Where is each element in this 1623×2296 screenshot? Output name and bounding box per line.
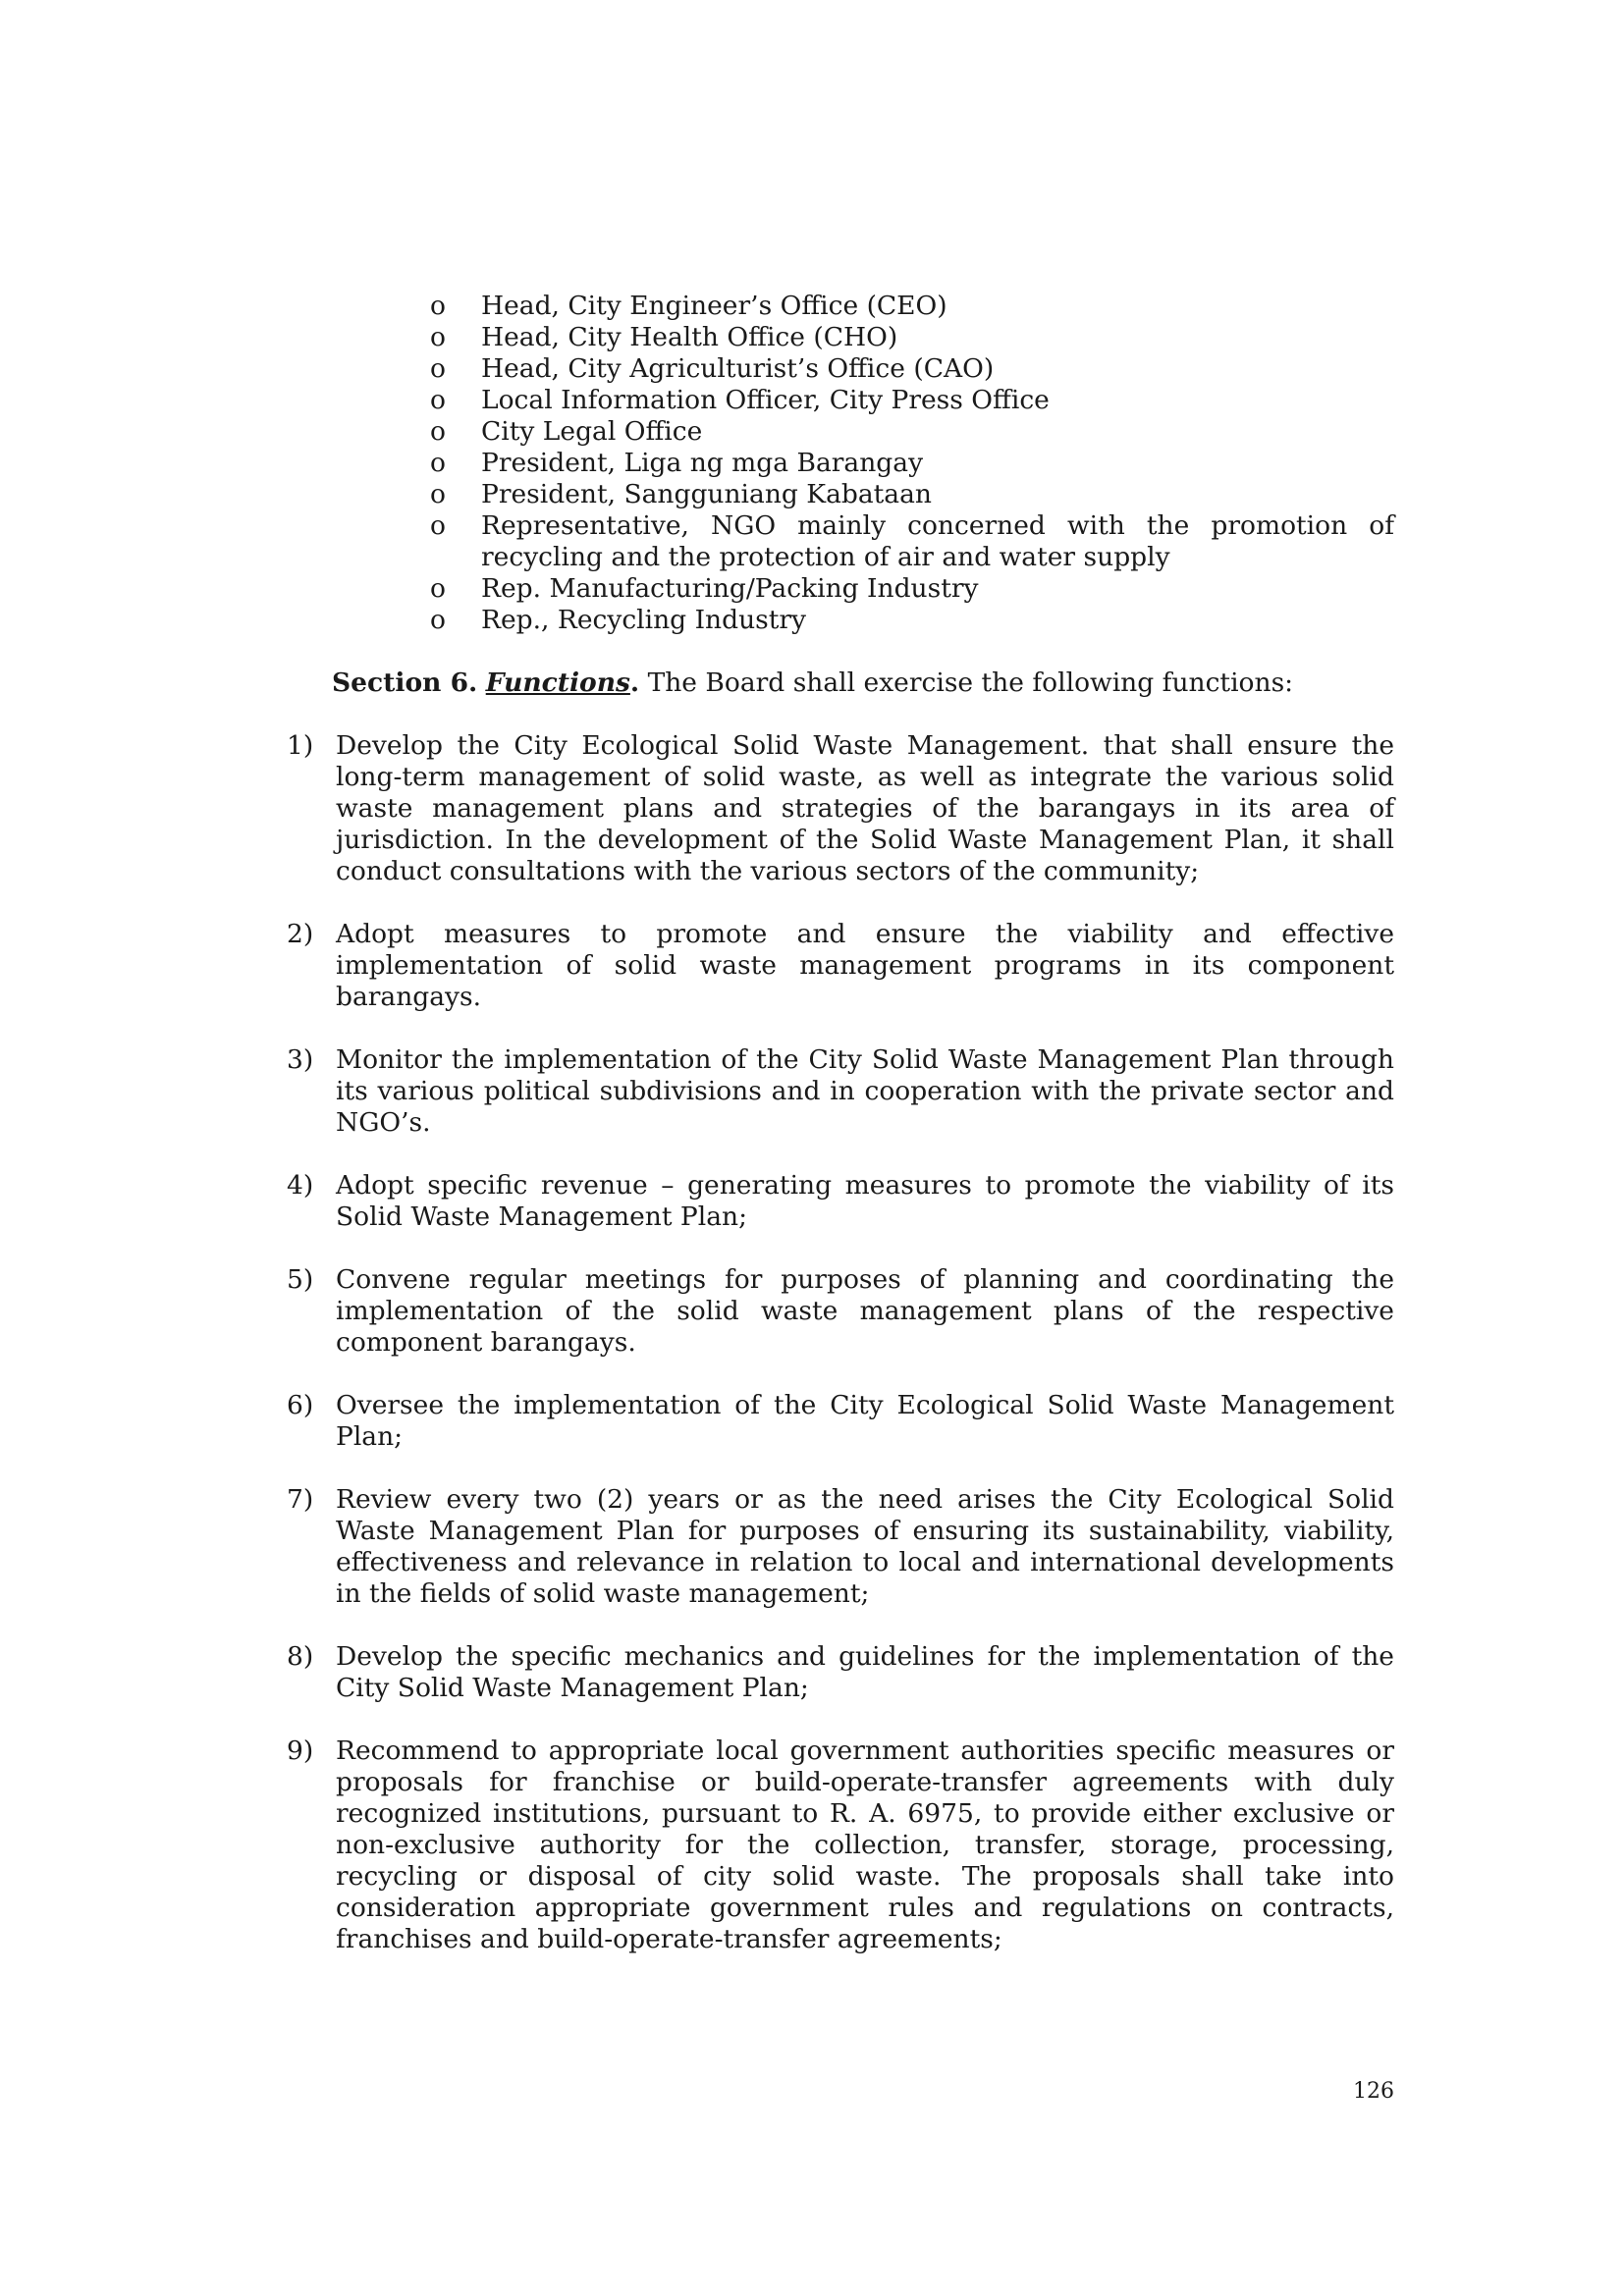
list-item bbox=[430, 573, 1394, 605]
list-item bbox=[430, 416, 1394, 448]
item-number: 5) bbox=[287, 1264, 314, 1295]
list-item-text: Head, City Health Office (CHO) bbox=[481, 322, 898, 352]
bullet-marker: o bbox=[430, 322, 446, 352]
list-item bbox=[430, 291, 1394, 322]
item-number: 2) bbox=[287, 919, 314, 949]
section-intro: The Board shall exercise the following functions: bbox=[639, 667, 1294, 698]
bullet-marker: o bbox=[430, 448, 446, 478]
bullet-marker: o bbox=[430, 573, 446, 604]
list-item-text: Rep., Recycling Industry bbox=[481, 605, 807, 635]
list-item bbox=[287, 1044, 1394, 1139]
board-members-list bbox=[430, 291, 1394, 636]
item-text: Develop the specific mechanics and guidelines for the implementation of the City Solid Waste Management Plan; bbox=[336, 1641, 1394, 1703]
list-item-text: Representative, NGO mainly concerned with the promotion of recycling and the protection of air and water supply bbox=[481, 510, 1394, 572]
item-number: 1) bbox=[287, 730, 314, 761]
item-number: 4) bbox=[287, 1170, 314, 1201]
bullet-marker: o bbox=[430, 291, 446, 321]
item-number: 9) bbox=[287, 1735, 314, 1766]
bullet-marker: o bbox=[430, 353, 446, 384]
list-item-text: Head, City Engineer’s Office (CEO) bbox=[481, 291, 947, 321]
bullet-marker: o bbox=[430, 510, 446, 541]
list-item bbox=[287, 1390, 1394, 1453]
page-number: 126 bbox=[1353, 2079, 1394, 2104]
list-item bbox=[287, 1735, 1394, 1955]
bullet-marker: o bbox=[430, 385, 446, 415]
list-item bbox=[430, 448, 1394, 479]
item-text: Recommend to appropriate local government authorities specific measures or proposals for franchise or build-operate-transfer agreements with duly recognized institutions, pursuant to R. A. 6975, to provide either exclusive or non-exclusive authority for the collection, transfer, storage, processing, recycling or disposal of city solid waste. The proposals shall take into consideration appropriate government rules and regulations on contracts, franchises and build-operate-transfer agreements; bbox=[336, 1735, 1394, 1954]
list-item bbox=[287, 919, 1394, 1013]
list-item bbox=[287, 1170, 1394, 1233]
section-heading bbox=[332, 667, 1394, 699]
bullet-marker: o bbox=[430, 605, 446, 635]
bullet-marker: o bbox=[430, 416, 446, 447]
item-text: Review every two (2) years or as the need arises the City Ecological Solid Waste Management Plan for purposes of ensuring its sustainability, viability, effectiveness and relevance in relation to local and international developments in the fields of solid waste management; bbox=[336, 1484, 1394, 1609]
bullet-marker: o bbox=[430, 479, 446, 509]
list-item-text: President, Sangguniang Kabataan bbox=[481, 479, 932, 509]
list-item-text: President, Liga ng mga Barangay bbox=[481, 448, 924, 478]
list-item bbox=[430, 385, 1394, 416]
item-number: 3) bbox=[287, 1044, 314, 1075]
list-item bbox=[430, 605, 1394, 636]
section-title: Functions bbox=[485, 667, 630, 698]
list-item bbox=[287, 1484, 1394, 1610]
item-number: 7) bbox=[287, 1484, 314, 1515]
item-number: 8) bbox=[287, 1641, 314, 1672]
list-item bbox=[430, 510, 1394, 573]
item-number: 6) bbox=[287, 1390, 314, 1420]
list-item bbox=[287, 730, 1394, 887]
list-item bbox=[287, 1264, 1394, 1359]
list-item bbox=[287, 1641, 1394, 1704]
list-item bbox=[430, 479, 1394, 510]
list-item-text: Local Information Officer, City Press Office bbox=[481, 385, 1050, 415]
list-item-text: City Legal Office bbox=[481, 416, 703, 447]
item-text: Monitor the implementation of the City Solid Waste Management Plan through its various political subdivisions and in cooperation with the private sector and NGO’s. bbox=[336, 1044, 1394, 1138]
list-item bbox=[430, 322, 1394, 353]
functions-list bbox=[287, 730, 1394, 1987]
section-label: Section 6. bbox=[332, 667, 478, 698]
item-text: Convene regular meetings for purposes of planning and coordinating the implementation of the solid waste management plans of the respective component barangays. bbox=[336, 1264, 1394, 1358]
item-text: Adopt measures to promote and ensure the viability and effective implementation of solid waste management programs in its component barangays. bbox=[336, 919, 1394, 1012]
list-item-text: Head, City Agriculturist’s Office (CAO) bbox=[481, 353, 995, 384]
item-text: Oversee the implementation of the City Ecological Solid Waste Management Plan; bbox=[336, 1390, 1394, 1452]
section-title-period: . bbox=[629, 667, 640, 698]
item-text: Adopt specific revenue – generating measures to promote the viability of its Solid Waste Management Plan; bbox=[336, 1170, 1394, 1232]
item-text: Develop the City Ecological Solid Waste Management. that shall ensure the long-term management of solid waste, as well as integrate the various solid waste management plans and strategies of the barangays in its area of jurisdiction. In the development of the Solid Waste Management Plan, it shall conduct consultations with the various sectors of the community; bbox=[336, 730, 1394, 886]
list-item bbox=[430, 353, 1394, 385]
list-item-text: Rep. Manufacturing/Packing Industry bbox=[481, 573, 979, 604]
